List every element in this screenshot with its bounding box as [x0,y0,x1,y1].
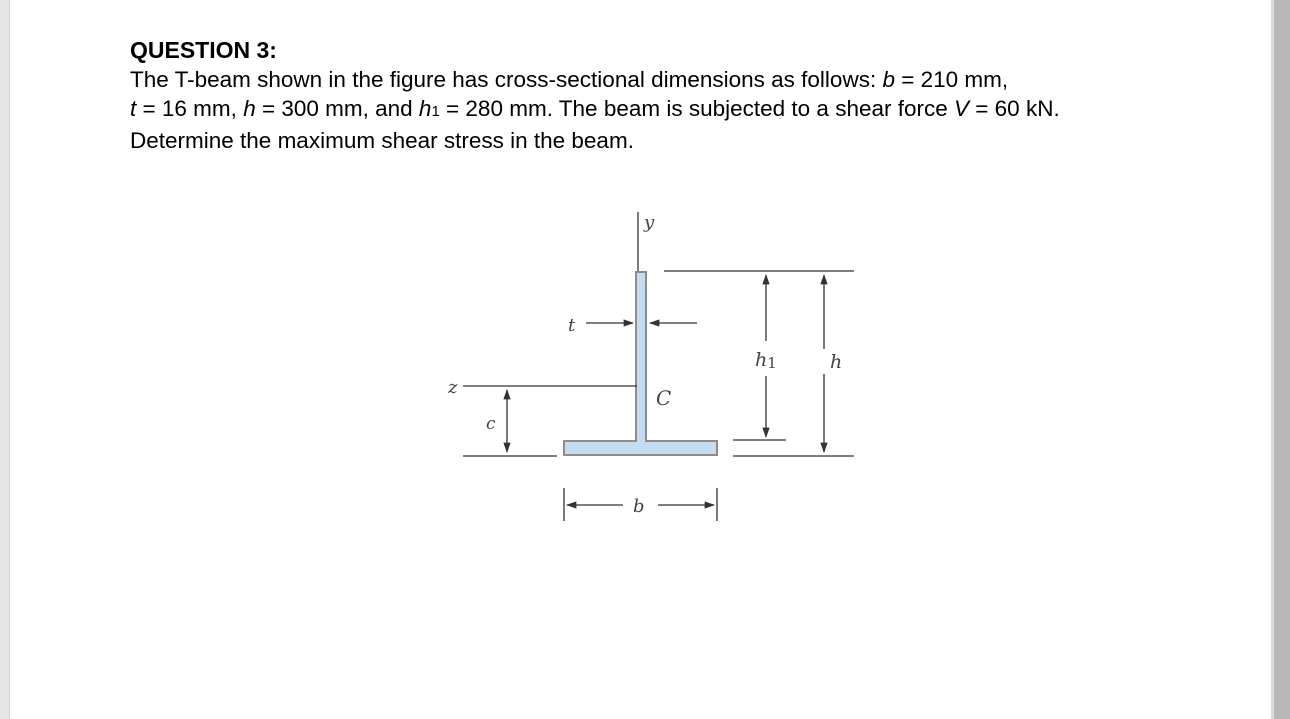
h1-value: = 280 mm. The beam is subjected to a shear force [439,96,955,121]
problem-line-1 [130,65,1230,94]
var-h1-subscript: 1 [431,103,440,120]
t-value: = 16 mm, [136,96,244,121]
c-label: c [486,414,496,434]
question-title: QUESTION 3: [130,37,277,63]
z-axis-label: z [448,377,458,398]
h1-label-subscript: 1 [767,354,777,372]
b-value: = 210 mm, [894,67,1009,92]
t-beam-diagram [440,200,860,530]
centroid-label: C [656,386,672,410]
var-h: h [243,96,256,121]
t-label: t [568,315,576,336]
line1-text: The T-beam shown in the figure has cross-sectional dimensions as follows: [130,67,883,92]
v-value: = 60 kN. [969,96,1060,121]
t-beam-section [564,272,717,455]
var-v: V [954,96,970,121]
problem-line-3: Determine the maximum shear stress in the beam. [130,128,634,153]
var-b: b [882,67,895,92]
var-h1: h [418,96,432,121]
h-value: = 300 mm, and [255,96,419,121]
var-t: t [130,96,137,121]
t-beam-figure [440,200,860,530]
y-axis-label: y [644,212,655,233]
question-block [130,36,1230,155]
h-label: h [830,351,843,373]
scrollbar-track[interactable] [1274,0,1290,719]
problem-line-2 [130,94,1230,126]
h1-label [755,349,777,372]
b-label: b [633,496,645,517]
h1-label-letter: h [755,349,768,371]
page-left-edge [0,0,10,719]
